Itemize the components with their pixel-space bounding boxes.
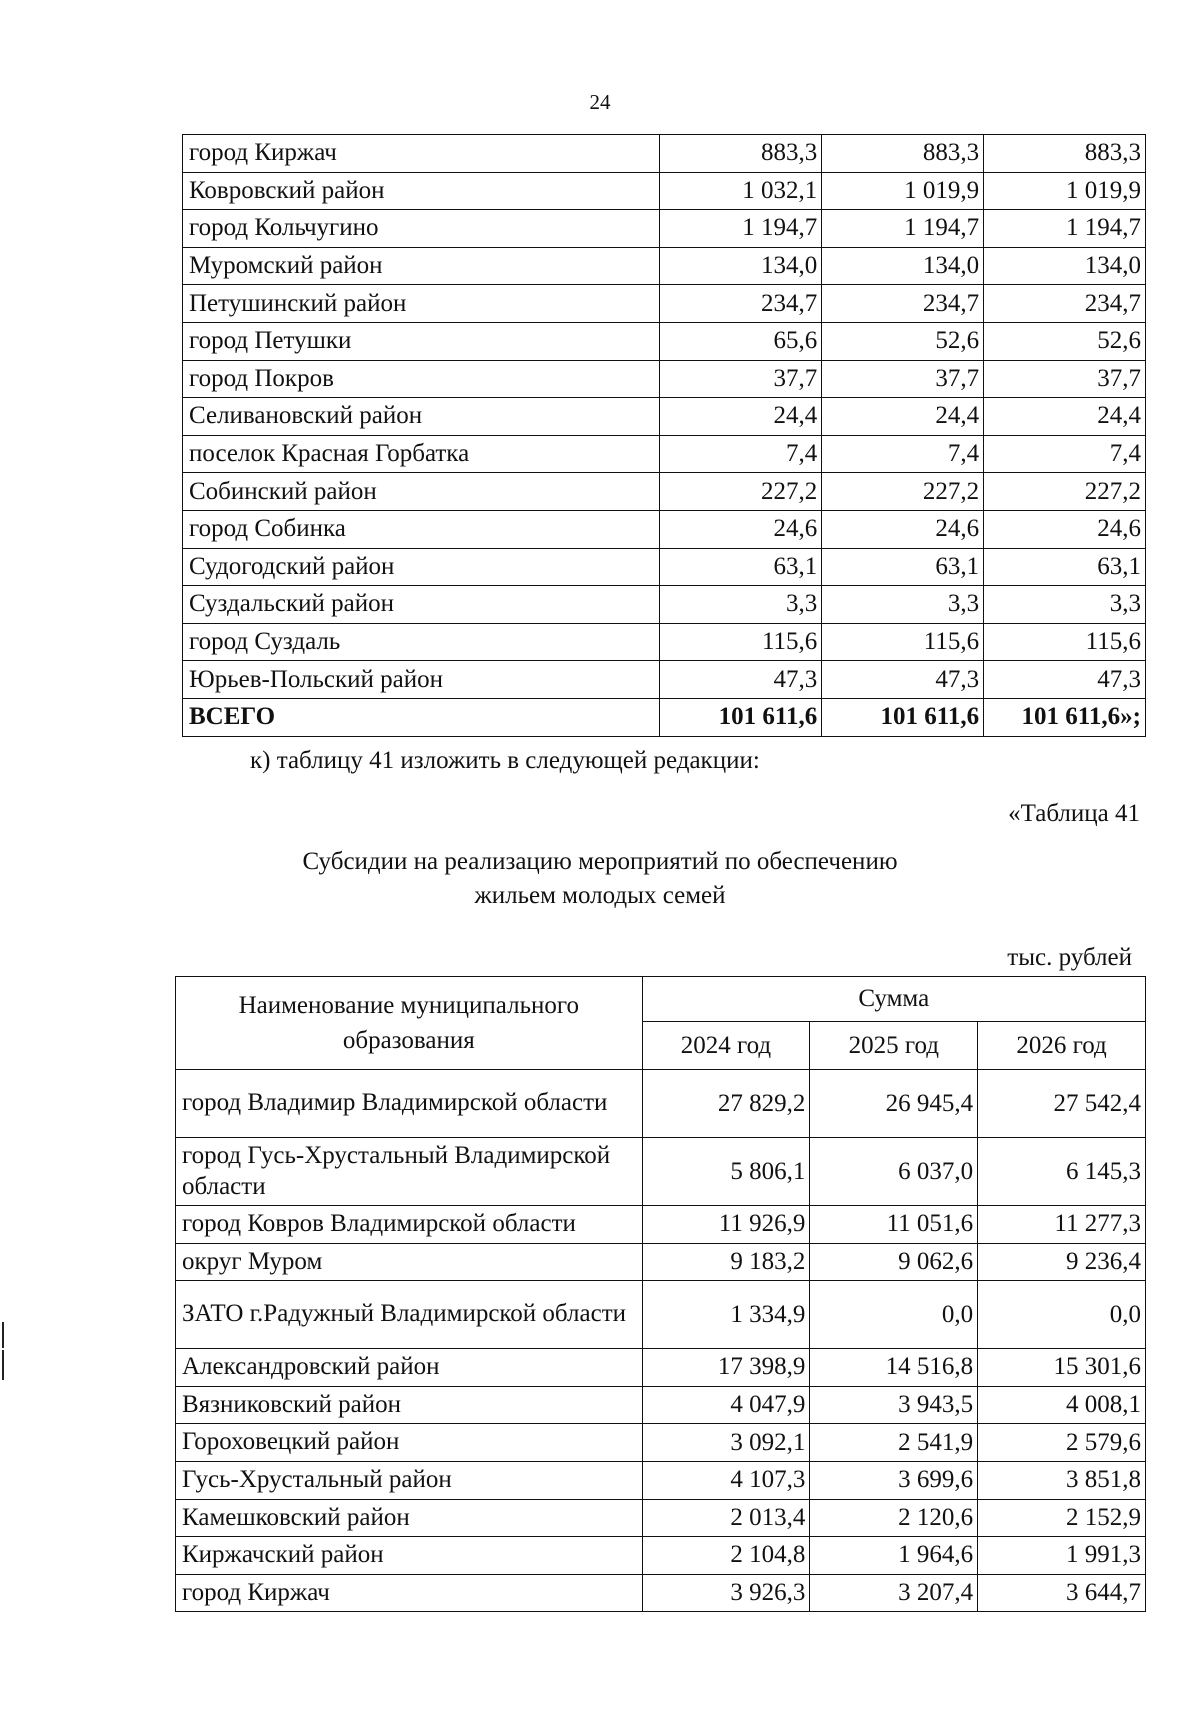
value-2025-cell: 14 516,8 — [810, 1349, 978, 1387]
municipality-name-cell: Юрьев-Польский район — [183, 661, 660, 699]
value-2025-cell: 115,6 — [822, 623, 984, 661]
value-2025-cell: 52,6 — [822, 322, 984, 360]
municipality-name-cell: Муромский район — [183, 247, 660, 285]
value-2025-cell: 7,4 — [822, 435, 984, 473]
value-2024-cell: 11 926,9 — [642, 1206, 810, 1244]
value-2025-cell: 883,3 — [822, 135, 984, 173]
value-2024-cell: 2 013,4 — [642, 1499, 810, 1537]
value-2026-cell: 1 194,7 — [984, 210, 1146, 248]
municipality-name-cell: Александровский район — [176, 1349, 643, 1387]
value-2026-cell: 3 851,8 — [978, 1461, 1146, 1499]
municipality-name-cell: Ковровский район — [183, 172, 660, 210]
table-row — [183, 473, 1146, 511]
table-row — [183, 586, 1146, 624]
value-2026-cell: 134,0 — [984, 247, 1146, 285]
value-2026-cell: 101 611,6»; — [984, 698, 1146, 736]
municipality-name-cell: Суздальский район — [183, 586, 660, 624]
municipality-name-cell: Вязниковский район — [176, 1386, 643, 1424]
municipality-name-cell: Петушинский район — [183, 285, 660, 323]
municipality-name-cell: город Собинка — [183, 510, 660, 548]
value-2026-cell: 15 301,6 — [978, 1349, 1146, 1387]
value-2025-cell: 101 611,6 — [822, 698, 984, 736]
value-2024-cell: 883,3 — [660, 135, 822, 173]
value-2025-cell: 37,7 — [822, 360, 984, 398]
value-2026-cell: 2 579,6 — [978, 1424, 1146, 1462]
value-2025-cell: 3 943,5 — [810, 1386, 978, 1424]
value-2024-cell: 115,6 — [660, 623, 822, 661]
value-2024-cell: 63,1 — [660, 548, 822, 586]
value-2025-cell: 234,7 — [822, 285, 984, 323]
value-2026-cell: 24,6 — [984, 510, 1146, 548]
table-row — [176, 1386, 1146, 1424]
municipality-name-cell: город Киржач — [176, 1574, 643, 1612]
value-2024-cell: 4 107,3 — [642, 1461, 810, 1499]
value-2024-cell: 227,2 — [660, 473, 822, 511]
value-2025-cell: 134,0 — [822, 247, 984, 285]
value-2025-cell: 227,2 — [822, 473, 984, 511]
value-2026-cell: 1 019,9 — [984, 172, 1146, 210]
table-row — [176, 1138, 1146, 1206]
value-2024-cell: 1 032,1 — [660, 172, 822, 210]
table2-header — [176, 977, 1146, 1070]
table-row — [183, 135, 1146, 173]
value-2024-cell: 2 104,8 — [642, 1537, 810, 1575]
value-2024-cell: 5 806,1 — [642, 1138, 810, 1206]
value-2024-cell: 134,0 — [660, 247, 822, 285]
table-row — [176, 1243, 1146, 1281]
value-2024-cell: 3 092,1 — [642, 1424, 810, 1462]
table-row — [183, 172, 1146, 210]
column-header-sum: Сумма — [642, 977, 1145, 1022]
table-row — [176, 1281, 1146, 1349]
table-row — [183, 285, 1146, 323]
municipality-name-cell: Киржачский район — [176, 1537, 643, 1575]
value-2025-cell: 3 207,4 — [810, 1574, 978, 1612]
table-row — [183, 398, 1146, 436]
municipality-name-cell: город Ковров Владимирской области — [176, 1206, 643, 1244]
value-2026-cell: 3 644,7 — [978, 1574, 1146, 1612]
value-2024-cell: 4 047,9 — [642, 1386, 810, 1424]
value-2025-cell: 63,1 — [822, 548, 984, 586]
table-row — [176, 1424, 1146, 1462]
value-2026-cell: 883,3 — [984, 135, 1146, 173]
value-2024-cell: 101 611,6 — [660, 698, 822, 736]
scan-mark — [2, 1350, 4, 1380]
municipality-name-cell: город Гусь-Хрустальный Владимирской области — [176, 1138, 643, 1206]
value-2026-cell: 1 991,3 — [978, 1537, 1146, 1575]
value-2026-cell: 27 542,4 — [978, 1070, 1146, 1138]
value-2026-cell: 3,3 — [984, 586, 1146, 624]
column-header-2026: 2026 год — [978, 1022, 1146, 1070]
allocation-table-continued — [182, 134, 1146, 737]
municipality-name-cell: город Суздаль — [183, 623, 660, 661]
table-row — [176, 1349, 1146, 1387]
table-label: «Таблица 41 — [1008, 800, 1140, 827]
caption-line-1: Субсидии на реализацию мероприятий по обеспечению — [302, 848, 898, 875]
value-2025-cell: 26 945,4 — [810, 1070, 978, 1138]
table-row — [176, 1070, 1146, 1138]
value-2026-cell: 47,3 — [984, 661, 1146, 699]
table-row — [183, 510, 1146, 548]
value-2024-cell: 24,4 — [660, 398, 822, 436]
municipality-name-cell: город Кольчугино — [183, 210, 660, 248]
value-2026-cell: 4 008,1 — [978, 1386, 1146, 1424]
table2-body — [176, 1070, 1146, 1612]
value-2026-cell: 234,7 — [984, 285, 1146, 323]
value-2026-cell: 6 145,3 — [978, 1138, 1146, 1206]
municipality-name-cell: Гороховецкий район — [176, 1424, 643, 1462]
value-2025-cell: 3 699,6 — [810, 1461, 978, 1499]
value-2026-cell: 115,6 — [984, 623, 1146, 661]
value-2024-cell: 37,7 — [660, 360, 822, 398]
value-2025-cell: 24,4 — [822, 398, 984, 436]
municipality-name-cell: Собинский район — [183, 473, 660, 511]
table-row — [176, 1537, 1146, 1575]
value-2026-cell: 0,0 — [978, 1281, 1146, 1349]
value-2025-cell: 3,3 — [822, 586, 984, 624]
municipality-name-cell: город Киржач — [183, 135, 660, 173]
table-row — [176, 1574, 1146, 1612]
municipality-name-cell: ЗАТО г.Радужный Владимирской области — [176, 1281, 643, 1349]
value-2026-cell: 227,2 — [984, 473, 1146, 511]
municipality-name-cell: ВСЕГО — [183, 698, 660, 736]
table1-body — [183, 135, 1146, 737]
table-row — [183, 698, 1146, 736]
page-number: 24 — [589, 90, 611, 114]
value-2024-cell: 17 398,9 — [642, 1349, 810, 1387]
municipality-name-cell: Гусь-Хрустальный район — [176, 1461, 643, 1499]
table-row — [176, 1499, 1146, 1537]
value-2024-cell: 3,3 — [660, 586, 822, 624]
municipality-name-cell: Судогодский район — [183, 548, 660, 586]
value-2025-cell: 0,0 — [810, 1281, 978, 1349]
value-2024-cell: 7,4 — [660, 435, 822, 473]
amendment-instruction: к) таблицу 41 изложить в следующей редакции: — [250, 747, 760, 774]
value-2026-cell: 24,4 — [984, 398, 1146, 436]
value-2025-cell: 2 541,9 — [810, 1424, 978, 1462]
value-2025-cell: 9 062,6 — [810, 1243, 978, 1281]
table-row — [183, 623, 1146, 661]
column-header-2025: 2025 год — [810, 1022, 978, 1070]
table-caption — [0, 845, 1200, 913]
municipality-name-cell: город Покров — [183, 360, 660, 398]
municipality-name-cell: Камешковский район — [176, 1499, 643, 1537]
value-2024-cell: 1 334,9 — [642, 1281, 810, 1349]
value-2025-cell: 47,3 — [822, 661, 984, 699]
value-2026-cell: 11 277,3 — [978, 1206, 1146, 1244]
table-row — [183, 661, 1146, 699]
value-2024-cell: 9 183,2 — [642, 1243, 810, 1281]
value-2026-cell: 7,4 — [984, 435, 1146, 473]
value-2025-cell: 1 964,6 — [810, 1537, 978, 1575]
table-row — [183, 360, 1146, 398]
table-row — [183, 322, 1146, 360]
value-2026-cell: 52,6 — [984, 322, 1146, 360]
caption-line-2: жильем молодых семей — [474, 882, 726, 909]
value-2026-cell: 37,7 — [984, 360, 1146, 398]
value-2025-cell: 2 120,6 — [810, 1499, 978, 1537]
value-2025-cell: 6 037,0 — [810, 1138, 978, 1206]
value-2024-cell: 24,6 — [660, 510, 822, 548]
table-row — [183, 435, 1146, 473]
value-2024-cell: 65,6 — [660, 322, 822, 360]
table-row — [176, 1206, 1146, 1244]
value-2024-cell: 1 194,7 — [660, 210, 822, 248]
value-2024-cell: 234,7 — [660, 285, 822, 323]
value-2024-cell: 47,3 — [660, 661, 822, 699]
value-2024-cell: 27 829,2 — [642, 1070, 810, 1138]
table-row — [176, 1461, 1146, 1499]
municipality-name-cell: город Петушки — [183, 322, 660, 360]
value-2025-cell: 24,6 — [822, 510, 984, 548]
municipality-name-cell: Селивановский район — [183, 398, 660, 436]
subsidy-table — [175, 976, 1146, 1612]
units-label: тыс. рублей — [1007, 944, 1132, 971]
value-2025-cell: 11 051,6 — [810, 1206, 978, 1244]
municipality-name-cell: поселок Красная Горбатка — [183, 435, 660, 473]
value-2026-cell: 2 152,9 — [978, 1499, 1146, 1537]
table-row — [183, 548, 1146, 586]
column-header-2024: 2024 год — [642, 1022, 810, 1070]
municipality-name-cell: округ Муром — [176, 1243, 643, 1281]
municipality-name-cell: город Владимир Владимирской области — [176, 1070, 643, 1138]
value-2025-cell: 1 019,9 — [822, 172, 984, 210]
table-row — [183, 210, 1146, 248]
value-2024-cell: 3 926,3 — [642, 1574, 810, 1612]
column-header-name: Наименование муниципального образования — [176, 977, 643, 1070]
scan-mark — [2, 1322, 4, 1348]
value-2026-cell: 63,1 — [984, 548, 1146, 586]
value-2025-cell: 1 194,7 — [822, 210, 984, 248]
table-row — [183, 247, 1146, 285]
value-2026-cell: 9 236,4 — [978, 1243, 1146, 1281]
